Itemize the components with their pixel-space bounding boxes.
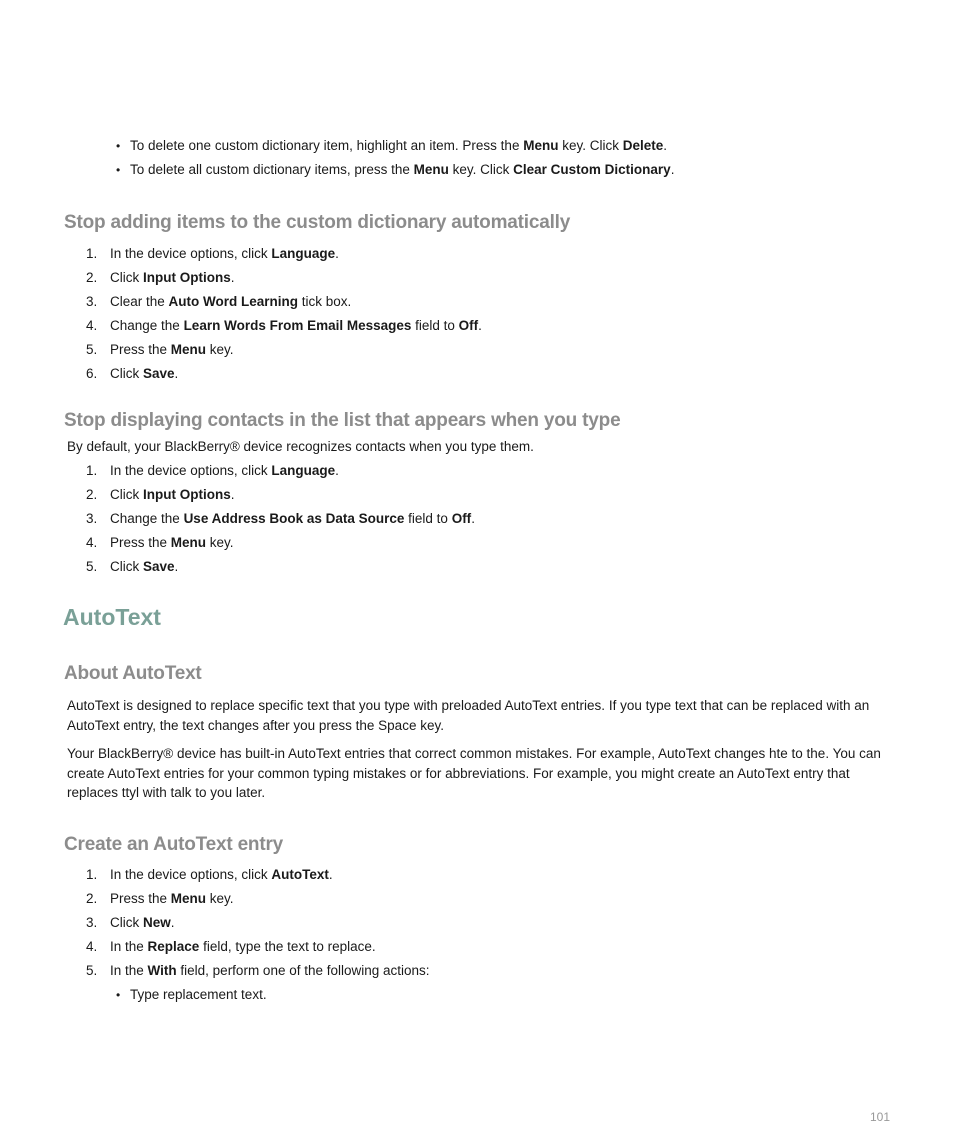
page-number: 101: [869, 1110, 890, 1124]
step-item: 5. Press the Menu key.: [86, 342, 234, 357]
sub-bullet-item: • Type replacement text.: [116, 986, 267, 1004]
step-item: 5. Click Save.: [86, 559, 179, 574]
step-item: 6. Click Save.: [86, 366, 179, 381]
bullet-delete-all-items: • To delete all custom dictionary items, press the Menu key. Click Clear Custom Dictionary.: [116, 161, 674, 179]
bullet-delete-one-item: • To delete one custom dictionary item, highlight an item. Press the Menu key. Click Delete.: [116, 137, 674, 155]
steps-list-create-autotext-entry: [86, 866, 430, 986]
step-item: 2. Click Input Options.: [86, 487, 235, 502]
step-item: 1. In the device options, click Language.: [86, 246, 339, 261]
step-item: 2. Click Input Options.: [86, 270, 235, 285]
step-item: 4. In the Replace field, type the text to replace.: [86, 939, 376, 954]
step-item: 5. In the With field, perform one of the following actions:: [86, 963, 430, 978]
steps-list-stop-adding: [86, 245, 482, 389]
section-title-stop-displaying-contacts: Stop displaying contacts in the list that appears when you type: [64, 410, 621, 431]
step-item: 4. Press the Menu key.: [86, 535, 234, 550]
about-autotext-paragraph-1: AutoText is designed to replace specific text that you type with preloaded AutoText entries. If you type text that can be replaced with an AutoText entry, the text changes after you press the Space key.: [67, 698, 870, 733]
section-intro-text: By default, your BlackBerry® device recognizes contacts when you type them.: [67, 439, 534, 454]
about-autotext-paragraph-2: Your BlackBerry® device has built-in AutoText entries that correct common mistakes. For example, AutoText changes hte to the. You can create AutoText entries for your common typing mistakes or for abbreviations. For example, you might create an AutoText entry that replaces ttyl with talk to you later.: [67, 746, 881, 800]
section-title-about-autotext: About AutoText: [64, 663, 202, 684]
chapter-title-autotext: AutoText: [63, 604, 161, 630]
steps-list-stop-displaying-contacts: [86, 462, 475, 582]
step-item: 3. Click New.: [86, 915, 175, 930]
step-item: 3. Clear the Auto Word Learning tick box.: [86, 294, 352, 309]
section-title-create-autotext-entry: Create an AutoText entry: [64, 834, 284, 855]
step-item: 2. Press the Menu key.: [86, 891, 234, 906]
sub-bullet-list: [116, 986, 267, 1010]
section-title-stop-adding: Stop adding items to the custom dictionary automatically: [64, 212, 571, 233]
step-item: 4. Change the Learn Words From Email Messages field to Off.: [86, 318, 482, 333]
step-item: 1. In the device options, click AutoText.: [86, 867, 333, 882]
top-bullet-list: [116, 137, 674, 185]
step-item: 3. Change the Use Address Book as Data Source field to Off.: [86, 511, 475, 526]
step-item: 1. In the device options, click Language.: [86, 463, 339, 478]
